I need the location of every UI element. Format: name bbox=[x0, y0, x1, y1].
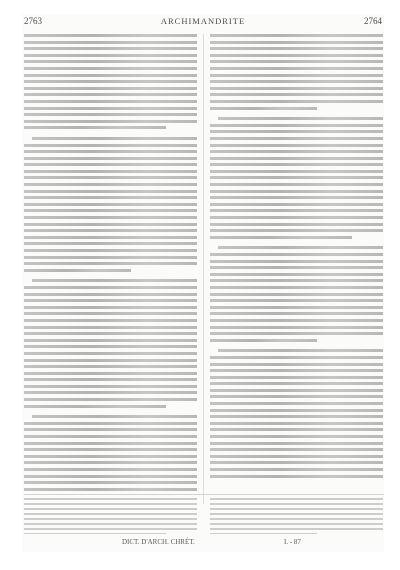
page-header bbox=[22, 14, 384, 30]
running-head-title: ARCHIMANDRITE bbox=[160, 16, 246, 26]
signature-mark-left: DICT. D'ARCH. CHRÉT. bbox=[122, 538, 195, 546]
page-number-left: 2763 bbox=[24, 16, 42, 26]
page-number-right: 2764 bbox=[364, 16, 382, 26]
page-footer bbox=[22, 538, 384, 550]
footnotes-left bbox=[24, 498, 197, 534]
footnote-divider bbox=[24, 494, 384, 495]
column-gutter bbox=[203, 34, 204, 504]
document-page bbox=[22, 14, 384, 552]
text-column-left bbox=[24, 34, 197, 492]
footnotes-right bbox=[210, 498, 383, 534]
text-column-right bbox=[210, 34, 383, 492]
signature-mark-right: I. - 87 bbox=[284, 538, 301, 546]
